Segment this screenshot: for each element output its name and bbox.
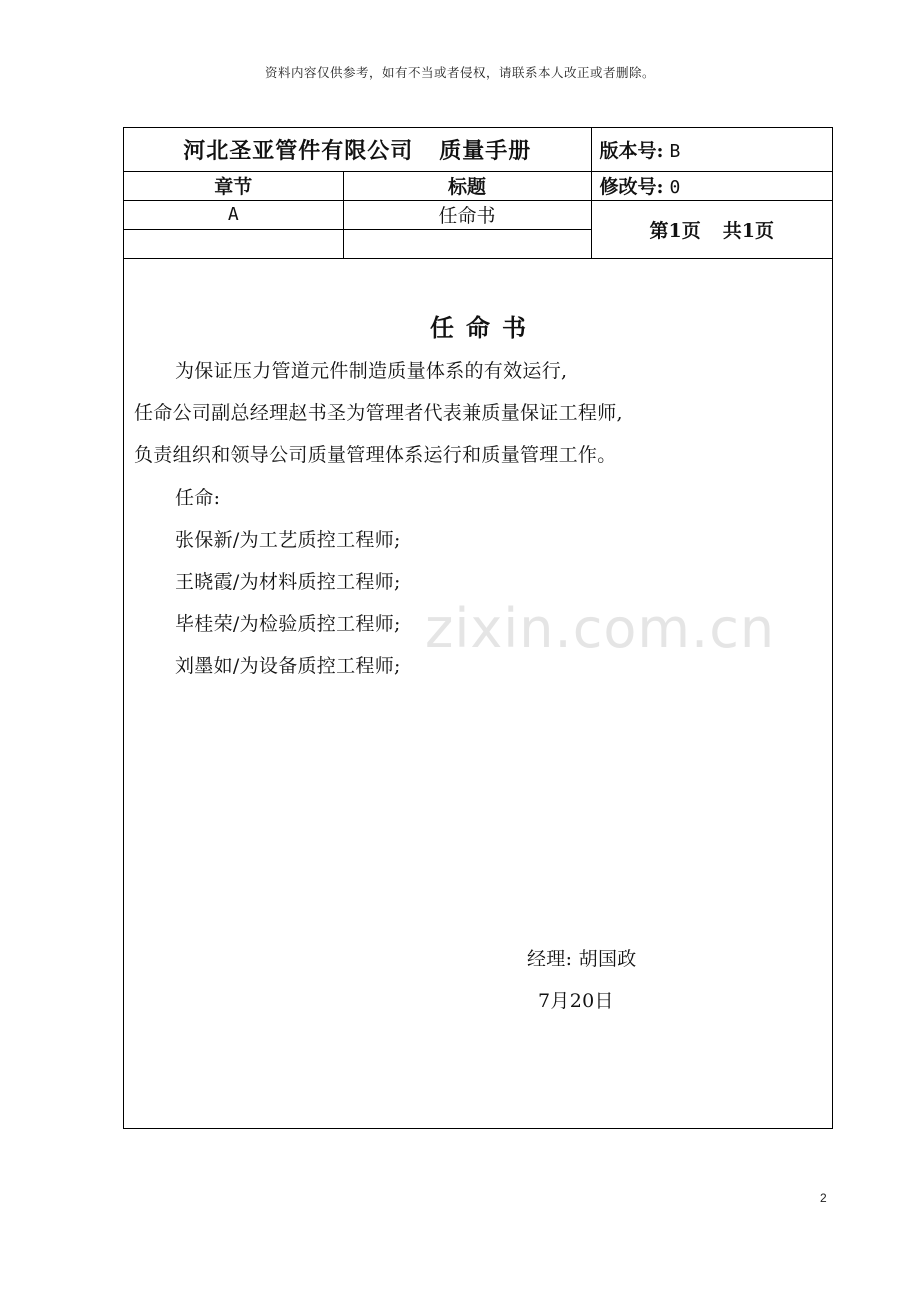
document-title: 任命书 xyxy=(430,313,538,342)
document-frame xyxy=(123,127,833,1129)
signature: 经理: 胡国政 xyxy=(527,948,637,970)
page-total: 共1页 xyxy=(722,219,774,242)
title-header: 标题 xyxy=(343,171,591,200)
page-info-cell xyxy=(591,200,832,258)
revision-value: 0 xyxy=(669,177,681,198)
paragraph-2: 任命公司副总经理赵书圣为管理者代表兼质量保证工程师, xyxy=(134,402,623,424)
header-table xyxy=(124,128,832,259)
page-number: 2 xyxy=(820,1191,827,1205)
version-label: 版本号: xyxy=(599,139,664,162)
appointment-1: 张保新/为工艺质控工程师; xyxy=(175,529,401,551)
disclaimer-text: 资料内容仅供参考，如有不当或者侵权，请联系本人改正或者删除。 xyxy=(264,65,655,80)
empty-chapter-cell xyxy=(124,229,343,258)
paragraph-3: 负责组织和领导公司质量管理体系运行和质量管理工作。 xyxy=(134,444,617,466)
revision-cell xyxy=(591,171,832,200)
company-manual-cell xyxy=(124,128,591,171)
version-cell xyxy=(591,128,832,171)
paragraph-1: 为保证压力管道元件制造质量体系的有效运行, xyxy=(175,360,568,382)
page-current: 第1页 xyxy=(649,219,701,242)
manual-name: 质量手册 xyxy=(439,137,532,164)
chapter-header: 章节 xyxy=(124,171,343,200)
version-value: B xyxy=(669,140,681,162)
watermark-text: zixin.com.cn xyxy=(425,597,776,660)
empty-title-cell xyxy=(343,229,591,258)
appointment-3: 毕桂荣/为检验质控工程师; xyxy=(175,613,401,635)
appointment-2: 王晓霞/为材料质控工程师; xyxy=(175,571,401,593)
company-name: 河北圣亚管件有限公司 xyxy=(183,137,414,164)
appointment-4: 刘墨如/为设备质控工程师; xyxy=(175,655,401,677)
revision-label: 修改号: xyxy=(599,176,664,198)
date: 7月20日 xyxy=(538,990,614,1012)
appoint-label: 任命: xyxy=(175,487,221,509)
chapter-value: A xyxy=(124,200,343,229)
title-value: 任命书 xyxy=(343,200,591,229)
